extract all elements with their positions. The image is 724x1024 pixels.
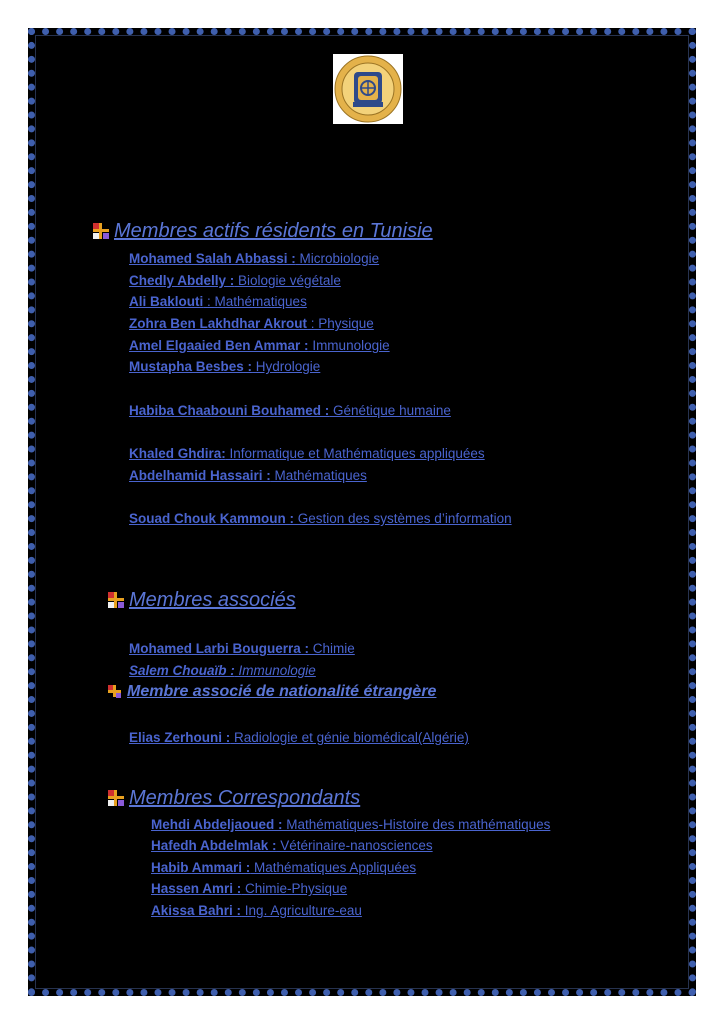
member-name: Mohamed Larbi Bouguerra : [129, 641, 310, 656]
member-name: Hassen Amri : [151, 881, 242, 896]
list-item[interactable] [129, 294, 307, 309]
list-item[interactable] [129, 730, 469, 745]
list-item[interactable] [129, 403, 451, 418]
member-field: Ing. Agriculture-eau [241, 903, 362, 918]
page-frame [28, 28, 696, 996]
section-head-actifs [93, 220, 433, 243]
member-field: Mathématiques [270, 468, 367, 483]
member-name: Souad Chouk Kammoun : [129, 511, 294, 526]
member-field: Gestion des systèmes d’information [294, 511, 512, 526]
member-field: Informatique et Mathématiques appliquées [225, 446, 485, 461]
member-name: Khaled Ghdira: [129, 446, 226, 461]
member-name: Chedly Abdelly : [129, 273, 235, 288]
member-name: Zohra Ben Lakhdhar Akrout [129, 316, 308, 331]
list-item[interactable] [129, 338, 390, 353]
list-item[interactable] [151, 860, 416, 875]
member-name: Habib Ammari : [151, 860, 251, 875]
bullet-icon [108, 592, 126, 610]
member-name: Salem Chouaïb : [129, 663, 235, 678]
list-item[interactable] [129, 251, 379, 266]
list-item[interactable] [151, 838, 433, 853]
academy-seal-icon [333, 54, 403, 124]
section-head-correspondants [108, 787, 360, 810]
section-title-associes[interactable]: Membres associés [129, 589, 296, 611]
member-name: Ali Baklouti [129, 294, 204, 309]
list-item[interactable] [129, 468, 367, 483]
section-title-actifs[interactable]: Membres actifs résidents en Tunisie [114, 220, 433, 242]
member-field: Génétique humaine [329, 403, 451, 418]
member-field: Mathématiques Appliquées [250, 860, 417, 875]
section-title-correspondants[interactable]: Membres Correspondants [129, 787, 361, 809]
bullet-icon [108, 790, 126, 808]
section-title-etrangere[interactable]: Membre associé de nationalité étrangère [127, 683, 437, 700]
member-name: Akissa Bahri : [151, 903, 242, 918]
list-item[interactable] [151, 881, 347, 896]
bullet-icon [93, 223, 111, 241]
list-item[interactable] [151, 903, 362, 918]
member-field: Vétérinaire-nanosciences [276, 838, 433, 853]
member-name: Elias Zerhouni : [129, 730, 231, 745]
member-field: Chimie [309, 641, 355, 656]
bullet-icon [108, 685, 124, 699]
member-field: : Mathématiques [203, 294, 307, 309]
list-item[interactable] [129, 641, 355, 656]
member-field: Microbiologie [295, 251, 380, 266]
list-item[interactable] [151, 817, 550, 832]
member-field: Biologie végétale [234, 273, 341, 288]
member-field: Chimie-Physique [241, 881, 348, 896]
member-field: Immunologie [234, 663, 316, 678]
section-head-associes [108, 589, 296, 612]
member-field: Hydrologie [252, 359, 321, 374]
member-name: Amel Elgaaied Ben Ammar : [129, 338, 309, 353]
member-name: Abdelhamid Hassairi : [129, 468, 271, 483]
list-item[interactable] [129, 663, 316, 678]
member-field: : Physique [307, 316, 374, 331]
member-name: Hafedh Abdelmlak : [151, 838, 277, 853]
list-item[interactable] [129, 511, 512, 526]
member-name: Mohamed Salah Abbassi : [129, 251, 296, 266]
member-name: Habiba Chaabouni Bouhamed : [129, 403, 330, 418]
section-head-etrangere [108, 683, 436, 701]
list-item[interactable] [129, 316, 374, 331]
member-field: Immunologie [308, 338, 390, 353]
list-item[interactable] [129, 359, 320, 374]
member-name: Mustapha Besbes : [129, 359, 253, 374]
member-field: Mathématiques-Histoire des mathématiques [282, 817, 551, 832]
member-name: Mehdi Abdeljaoued : [151, 817, 283, 832]
member-field: Radiologie et génie biomédical(Algérie) [230, 730, 469, 745]
list-item[interactable] [129, 446, 485, 461]
list-item[interactable] [129, 273, 341, 288]
